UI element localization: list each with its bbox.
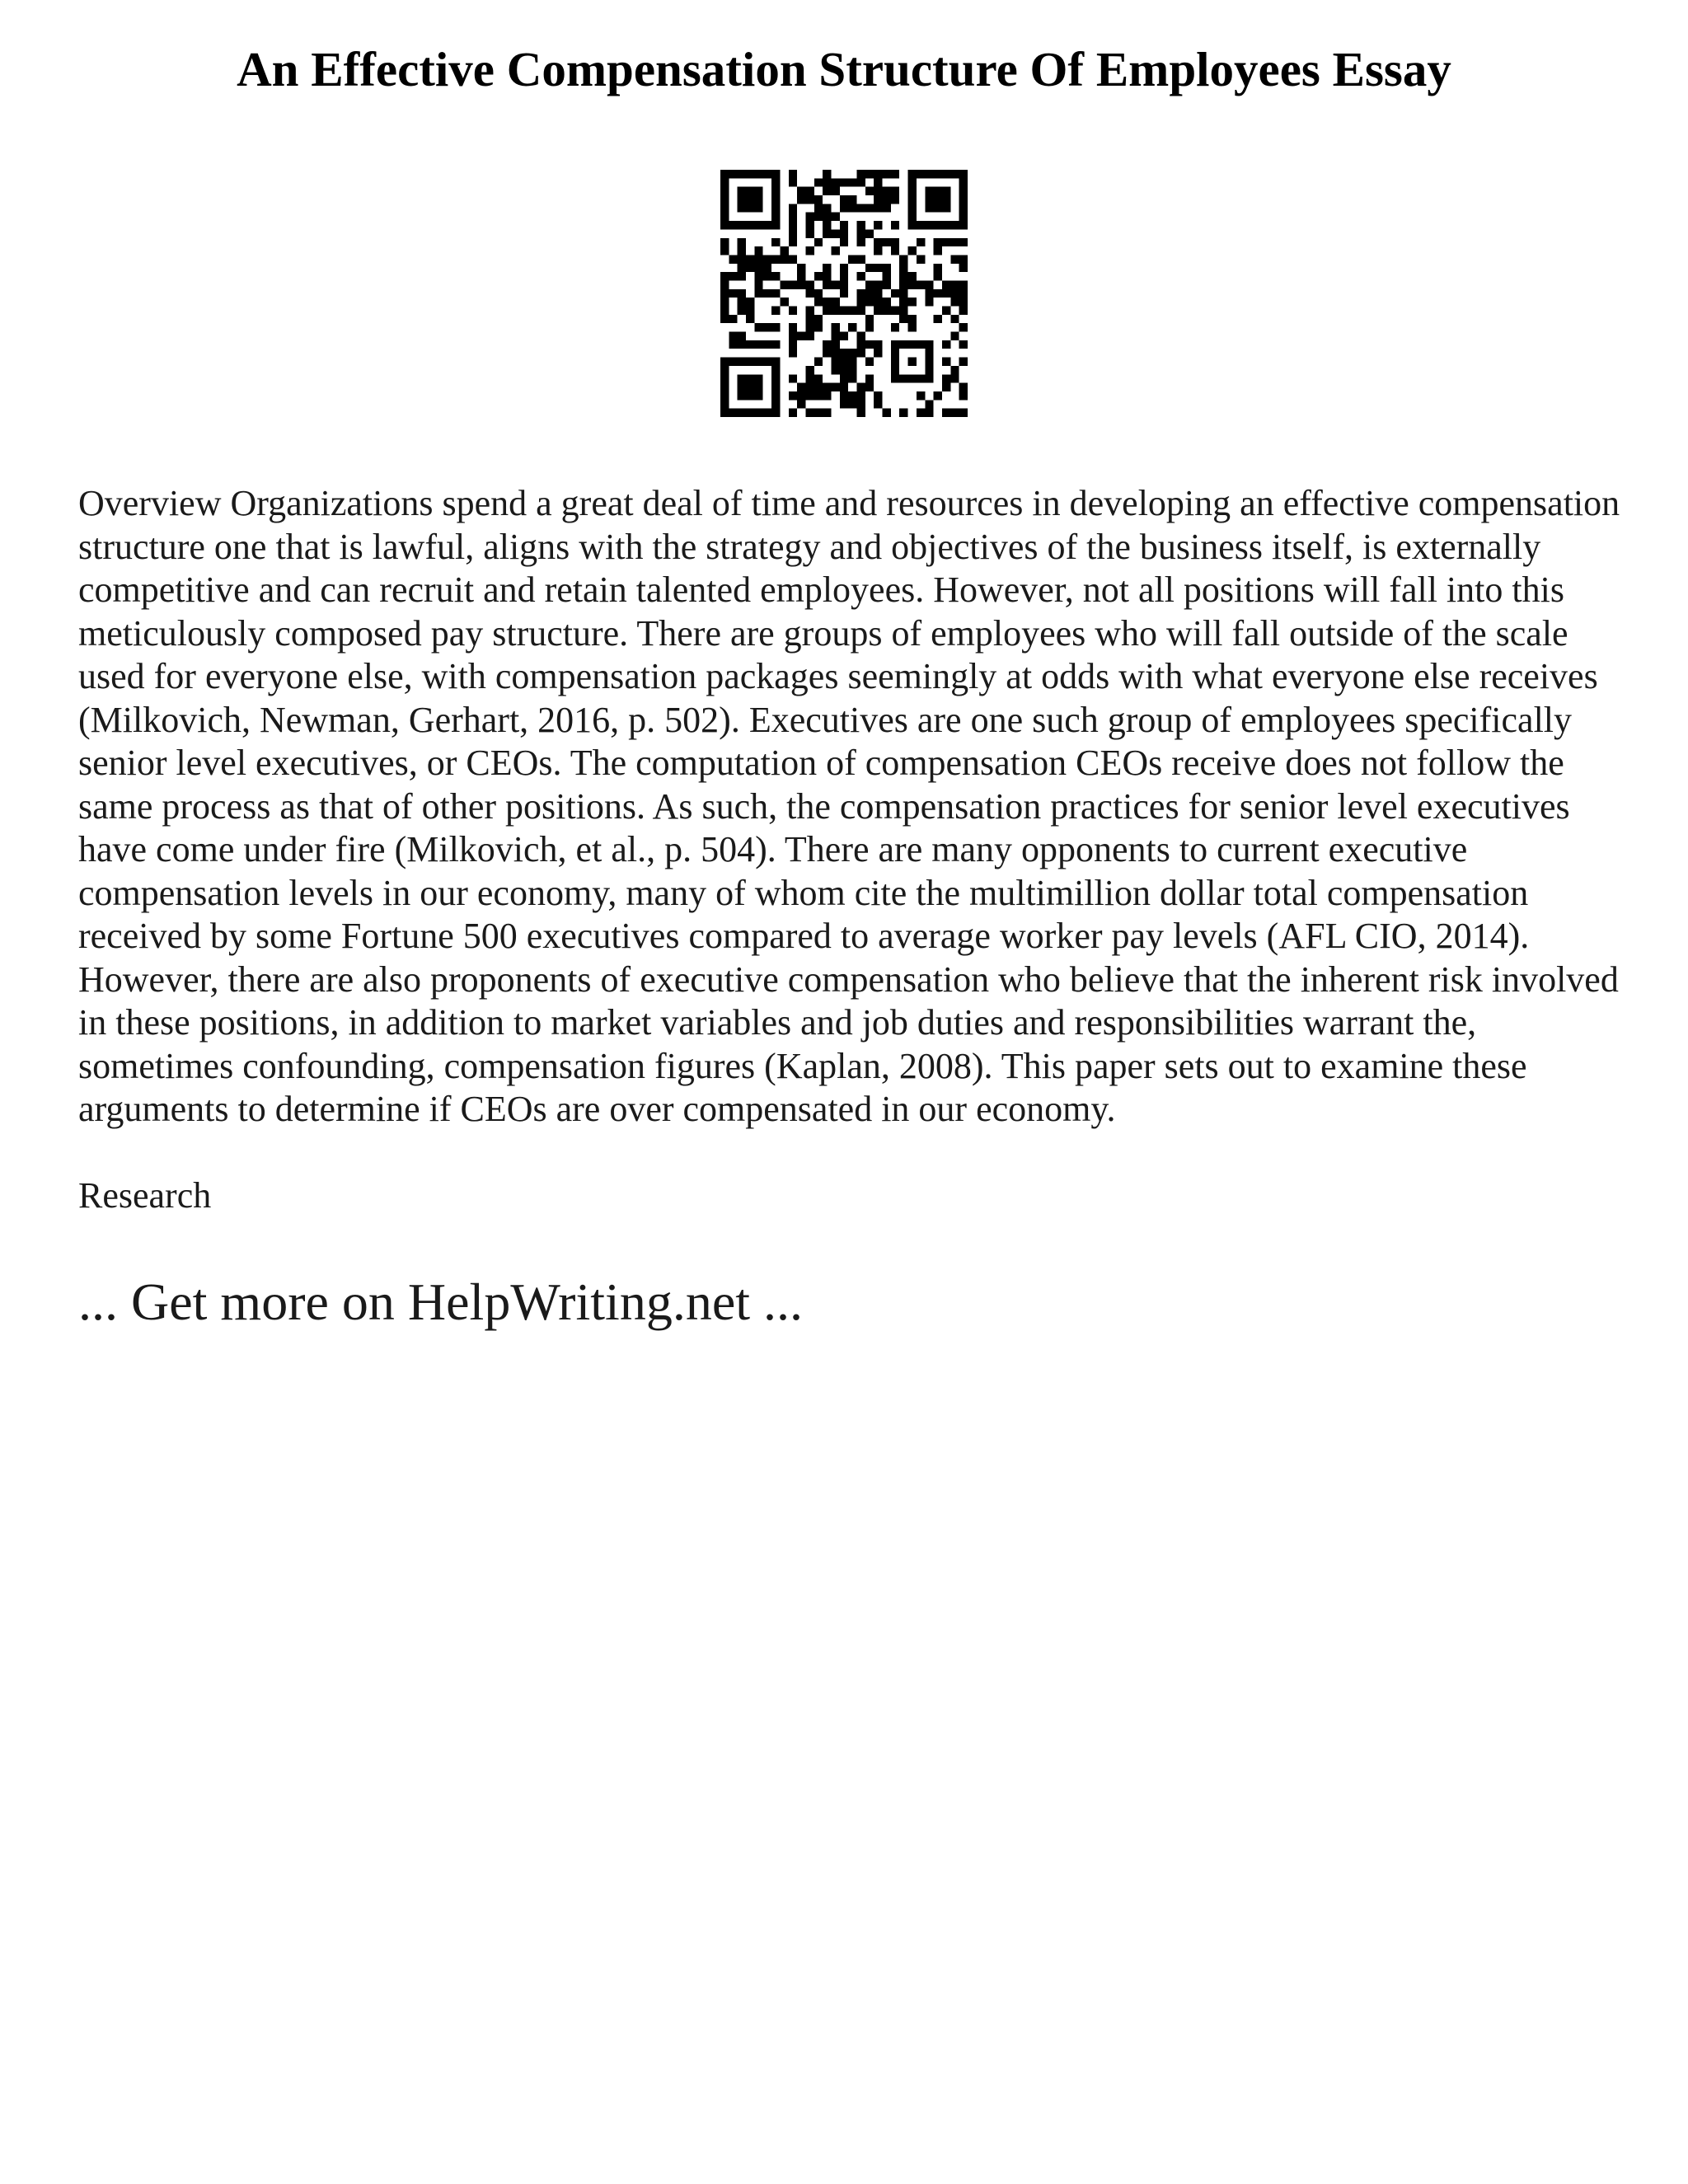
page-title: An Effective Compensation Structure Of Employees Essay [237,42,1451,96]
section-label-research: Research [78,1175,212,1216]
qr-code-icon [720,170,968,417]
qr-code-graphic [720,170,968,417]
essay-body-paragraph: Overview Organizations spend a great deal of time and resources in developing an effective compensation structure one that is lawful, aligns with the strategy and objectives of the business itself, is externally competitive and can recruit and retain talented employees. However, not all positions will fall into this meticulously composed pay structure. There are groups of employees who will fall outside of the scale used for everyone else, with compensation packages seemingly at odds with what everyone else receives (Milkovich, Newman, Gerhart, 2016, p. 502). Executives are one such group of employees specifically senior level executives, or CEOs. The computation of compensation CEOs receive does not follow the same process as that of other positions. As such, the compensation practices for senior level executives have come under fire (Milkovich, et al., p. 504). There are many opponents to current executive compensation levels in our economy, many of whom cite the multimillion dollar total compensation received by some Fortune 500 executives compared to average worker pay levels (AFL CIO, 2014). However, there are also proponents of executive compensation who believe that the inherent risk involved in these positions, in addition to market variables and job duties and responsibilities warrant the, sometimes confounding, compensation figures (Kaplan, 2008). This paper sets out to examine these arguments to determine if CEOs are over compensated in our economy. [78,483,1620,1129]
get-more-link[interactable]: ... Get more on HelpWriting.net ... [78,1272,803,1331]
